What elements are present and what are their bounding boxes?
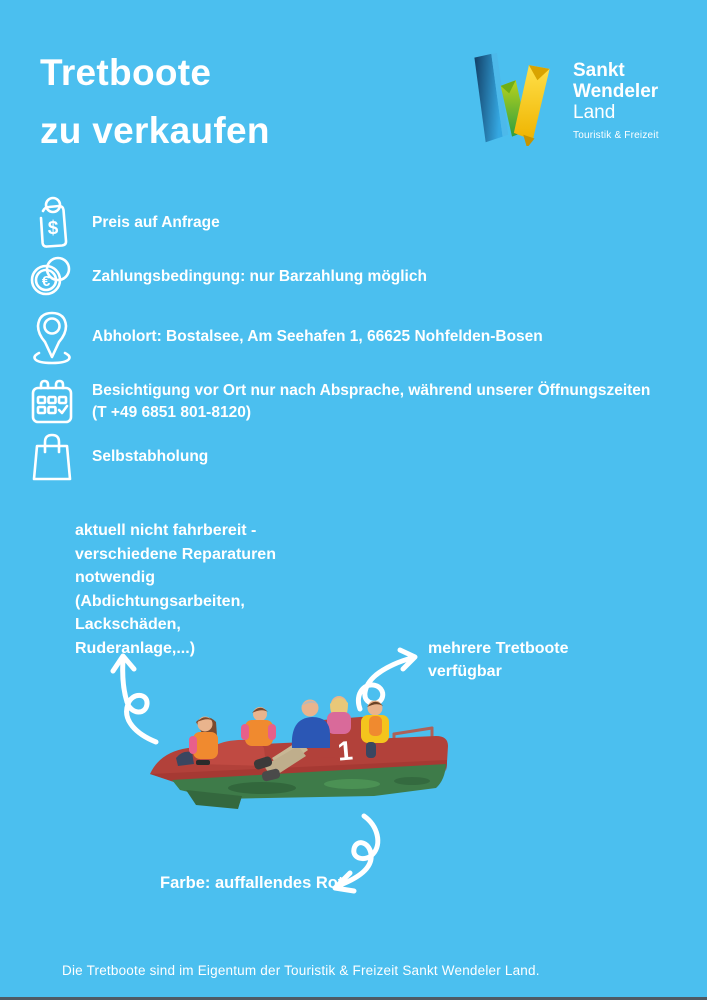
pedal-boat-photo — [142, 686, 464, 821]
info-row-location — [28, 308, 543, 366]
coins-icon — [28, 253, 76, 301]
info-text-price: Preis auf Anfrage — [92, 213, 220, 231]
boat-number: 1 — [336, 735, 355, 767]
brand-logo — [464, 52, 659, 146]
page-title-line2: zu verkaufen — [40, 110, 270, 151]
info-row-self-pickup — [28, 430, 208, 484]
svg-text:€: € — [41, 273, 51, 290]
brand-name-line1: Sankt — [573, 60, 625, 81]
availability-note: mehrere Tretboote verfügbar — [428, 640, 569, 680]
brand-name-line2: Wendeler — [573, 81, 659, 102]
info-text-location: Abholort: Bostalsee, Am Seehafen 1, 66625 Nohfelden-Bosen — [92, 327, 543, 345]
brand-logo-text — [573, 52, 659, 141]
brand-name-line3: Land — [573, 102, 616, 123]
info-row-payment — [28, 252, 427, 302]
info-text-viewing: Besichtigung vor Ort nur nach Absprache, während unserer Öffnungszeiten (T +49 6851 801-8120) — [92, 381, 651, 421]
location-pin-icon — [28, 309, 76, 365]
info-row-price — [28, 194, 220, 252]
color-note: Farbe: auffallendes Rot — [160, 874, 344, 892]
calendar-icon — [28, 378, 76, 426]
info-text-self-pickup: Selbstabholung — [92, 447, 209, 465]
page-title — [40, 44, 270, 160]
footer-ownership-note: Die Tretboote sind im Eigentum der Touristik & Freizeit Sankt Wendeler Land. — [62, 963, 540, 978]
brand-logo-mark-icon — [464, 52, 560, 146]
page-title-line1: Tretboote — [40, 52, 212, 93]
shopping-bag-icon — [28, 431, 76, 483]
passenger-girl-middle — [241, 707, 276, 746]
svg-text:$: $ — [47, 218, 59, 239]
brand-tagline: Touristik & Freizeit — [573, 130, 659, 141]
condition-note: aktuell nicht fahrbereit - verschiedene Reparaturen notwendig (Abdichtungsarbeiten, Lackschäden, Ruderanlage,...) — [75, 522, 276, 657]
info-text-payment: Zahlungsbedingung: nur Barzahlung möglich — [92, 267, 427, 285]
price-tag-icon — [28, 194, 76, 252]
passenger-woman — [327, 696, 351, 734]
info-row-viewing — [28, 376, 650, 428]
